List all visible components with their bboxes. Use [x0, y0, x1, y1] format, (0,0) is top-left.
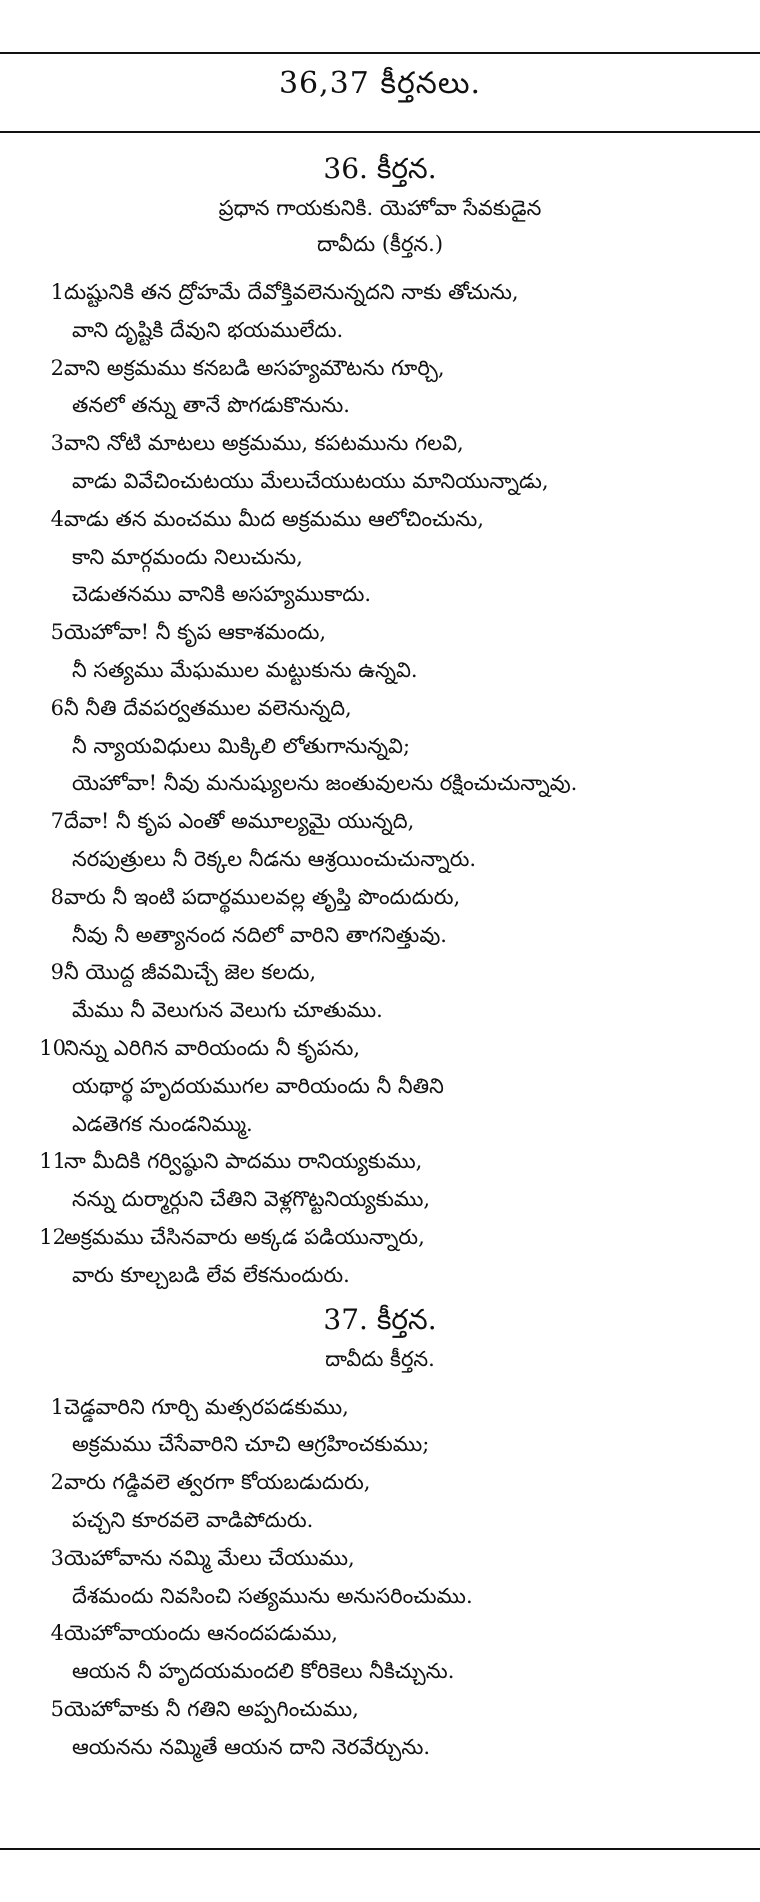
verse: [0, 1691, 760, 1767]
verse-number: 11: [39, 1149, 66, 1174]
verse-number: 10: [39, 1035, 66, 1060]
psalm-title: 37. కీర్తన.: [323, 1302, 437, 1336]
verse-number: 9: [50, 960, 64, 985]
verse-list: [0, 1389, 760, 1767]
header-rule: [0, 131, 760, 133]
verse-line: నిన్ను ఎరిగిన వారియందు నీ కృపను,: [64, 1035, 361, 1060]
verse: [0, 425, 760, 501]
verse-line: వాని అక్రమము కనబడి అసహ్యమౌటను గూర్చి,: [64, 355, 445, 380]
verse-line: యెహోవాయందు ఆనందపడుము,: [64, 1621, 338, 1646]
verse-line: ఎడతెగక నుండనిమ్ము.: [72, 1111, 253, 1136]
verse-line: పచ్చని కూరవలె వాడిపోదురు.: [72, 1507, 314, 1532]
verse-line: చెడ్డవారిని గూర్చి మత్సరపడకుము,: [64, 1394, 349, 1419]
verse-number: 2: [50, 355, 64, 380]
verse-list: [0, 274, 760, 1295]
verse: [0, 1464, 760, 1540]
verse-line: ఆయనను నమ్మితే ఆయన దాని నెరవేర్చును.: [72, 1734, 431, 1759]
verse: [0, 1030, 760, 1143]
verse-line: నీ యొద్ద జీవమిచ్చే జెల కలదు,: [64, 960, 317, 985]
verse: [0, 350, 760, 426]
verse-line: యెహోవాను నమ్మి మేలు చేయుము,: [64, 1545, 355, 1570]
verse: [0, 614, 760, 690]
verse-line: నన్ను దుర్మార్గుని చేతిని వెళ్లగొట్టనియ్యకుము,: [72, 1187, 431, 1212]
verse: [0, 1219, 760, 1295]
verse: [0, 1615, 760, 1691]
psalm-section: [0, 148, 760, 1295]
verse: [0, 274, 760, 350]
verse-line: యెహోవా! నీవు మనుష్యులను జంతువులను రక్షించుచున్నావు.: [72, 771, 578, 796]
verse: [0, 954, 760, 1030]
verse-number: 7: [50, 809, 64, 834]
verse-line: వాడు వివేచించుటయు మేలుచేయుటయు మానియున్నాడు,: [72, 468, 549, 493]
psalm-title: 36. కీర్తన.: [323, 152, 437, 185]
verse-line: చెడుతనము వానికి అసహ్యముకాదు.: [72, 582, 372, 607]
verse-number: 5: [50, 620, 64, 645]
verse-line: అక్రమము చేసినవారు అక్కడ పడియున్నారు,: [64, 1224, 425, 1249]
verse-number: 5: [50, 1696, 64, 1721]
verse-line: నా మీదికి గర్విష్ఠుని పాదము రానియ్యకుము,: [64, 1149, 423, 1174]
verse-line: తనలో తన్ను తానే పొగడుకొనును.: [72, 393, 350, 418]
page-header: 36,37 కీర్తనలు.: [278, 66, 482, 101]
psalm-subtitle: ప్రధాన గాయకునికి. యెహోవా సేవకుడైన: [218, 196, 542, 220]
verse-number: 8: [50, 884, 64, 909]
verse: [0, 879, 760, 955]
verse-line: యథార్థ హృదయముగల వారియందు నీ నీతిని: [72, 1073, 444, 1098]
verse-line: వారు గడ్డివలె త్వరగా కోయబడుదురు,: [64, 1470, 371, 1495]
verse-number: 12: [39, 1224, 66, 1249]
verse: [0, 690, 760, 803]
verse-line: దేవా! నీ కృప ఎంతో అమూల్యమై యున్నది,: [64, 809, 415, 834]
verse-line: అక్రమము చేసేవారిని చూచి ఆగ్రహించకుము;: [72, 1432, 430, 1457]
top-rule: [0, 52, 760, 54]
verse-line: నీ సత్యము మేఘముల మట్టుకును ఉన్నవి.: [72, 657, 418, 682]
psalm-subtitle: దావీదు కీర్తన.: [325, 1346, 435, 1371]
verse-line: యెహోవాకు నీ గతిని అప్పగించుము,: [64, 1696, 359, 1721]
verse: [0, 1540, 760, 1616]
verse-number: 6: [50, 695, 64, 720]
verse-line: యెహోవా! నీ కృప ఆకాశమందు,: [64, 620, 327, 645]
verse: [0, 1389, 760, 1465]
verse-line: ఆయన నీ హృదయమందలి కోరికెలు నీకిచ్చును.: [72, 1659, 455, 1684]
verse: [0, 1143, 760, 1219]
verse-line: వాని దృష్టికి దేవుని భయములేదు.: [72, 317, 344, 342]
verse-line: వారు నీ ఇంటి పదార్థములవల్ల తృప్తి పొందుదురు,: [64, 884, 461, 909]
verse-number: 3: [50, 1545, 64, 1570]
verse-line: మేము నీ వెలుగున వెలుగు చూతుము.: [72, 998, 383, 1023]
verse-line: నీ న్యాయవిధులు మిక్కిలి లోతుగానున్నవి;: [72, 733, 411, 758]
verse-number: 1: [50, 280, 64, 304]
verse-line: నీవు నీ అత్యానంద నదిలో వారిని తాగనిత్తువు.: [72, 922, 447, 947]
verse-number: 1: [50, 1394, 64, 1419]
psalm-subtitle: దావీదు (కీర్తన.): [316, 232, 444, 256]
verse: [0, 501, 760, 614]
verse-line: దుష్టునికి తన ద్రోహమే దేవోక్తివలెనున్నదని నాకు తోచును,: [64, 280, 519, 304]
verse-number: 4: [50, 1621, 64, 1646]
verse-line: వారు కూల్చబడి లేవ లేకనుందురు.: [72, 1262, 350, 1287]
verse-line: వాని నోటి మాటలు అక్రమము, కపటమును గలవి,: [64, 431, 464, 456]
bottom-rule: [0, 1848, 760, 1850]
verse-line: నీ నీతి దేవపర్వతముల వలెనున్నది,: [64, 695, 352, 720]
verse-number: 4: [50, 506, 64, 531]
verse-line: వాడు తన మంచము మీద అక్రమము ఆలోచించును,: [64, 506, 484, 531]
verse-line: దేశమందు నివసించి సత్యమును అనుసరించుము.: [72, 1583, 473, 1608]
verse-line: కాని మార్గమందు నిలుచును,: [72, 544, 303, 569]
psalm-section: [0, 1299, 760, 1767]
verse: [0, 803, 760, 879]
verse-line: నరపుత్రులు నీ రెక్కల నీడను ఆశ్రయించుచున్నారు.: [72, 846, 477, 871]
page-content: [0, 140, 760, 1766]
verse-number: 3: [50, 431, 64, 456]
verse-number: 2: [50, 1470, 64, 1495]
